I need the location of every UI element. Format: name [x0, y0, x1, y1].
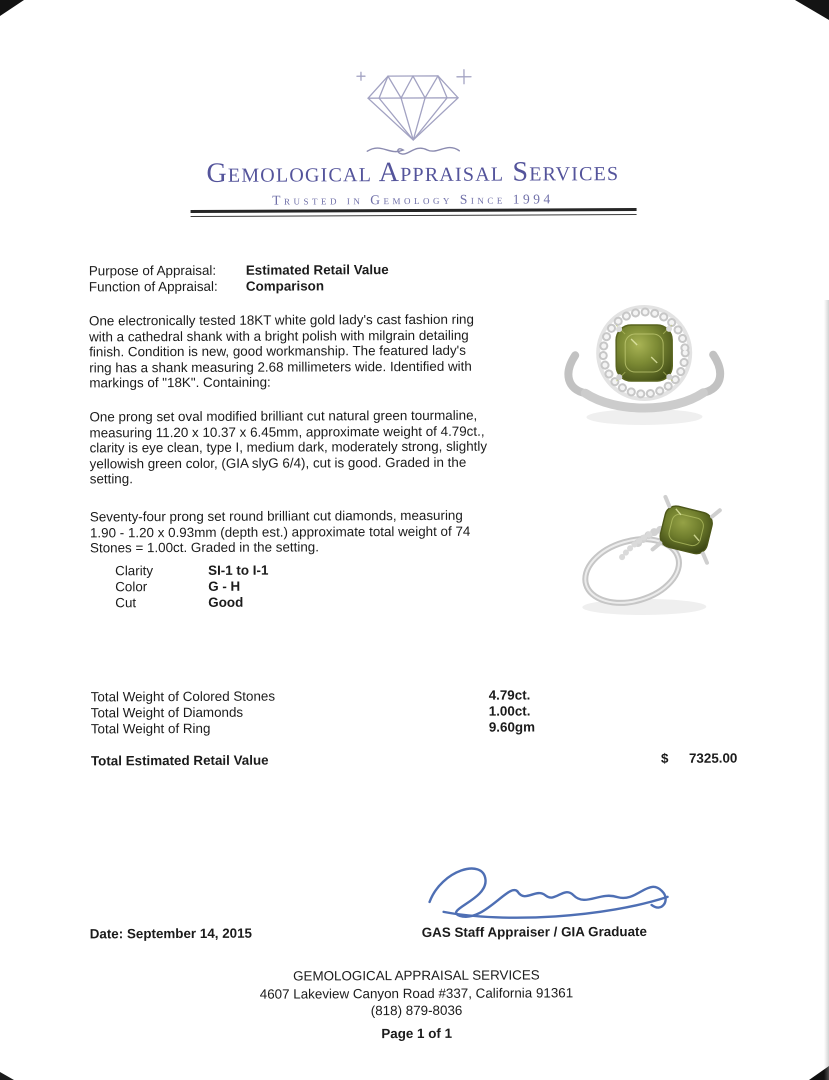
divider-thin [190, 214, 636, 217]
clarity-value: SI-1 to I-1 [208, 562, 269, 578]
ring-photo-side [560, 491, 739, 629]
scan-artifact-right-edge [824, 300, 829, 1080]
retail-value: 7325.00 [688, 750, 738, 766]
color-label: Color [115, 579, 148, 595]
footer-address: 4607 Lakeview Canyon Road #337, California 91361 [259, 985, 574, 1002]
retail-value-label: Total Estimated Retail Value [90, 752, 269, 769]
scan-artifact-top-right [795, 0, 829, 20]
appraiser-signature [409, 853, 681, 927]
footer-page-number: Page 1 of 1 [381, 1025, 453, 1042]
function-label: Function of Appraisal: [88, 278, 218, 295]
header-divider [190, 208, 636, 216]
scan-artifact-bottom-left [0, 1072, 14, 1080]
scan-artifact-top-left [0, 0, 24, 16]
total-colored-stones-value: 4.79ct. [488, 687, 531, 703]
ring-photo-top [555, 291, 734, 437]
diamond-logo-icon [322, 62, 502, 159]
diamond-logo [322, 62, 502, 164]
footer-phone: (818) 879-8036 [370, 1002, 463, 1019]
description-paragraph-ring: One electronically tested 18KT white gold lady's cast fashion ring with a cathedral shank with a bright polish with milgrain detailing finish. Condition is new, good workmanship. The featured lady's ring has a shank measuring 2.68 millimeters wide. Identified with markings of "18K". Containing: [89, 311, 474, 391]
total-colored-stones-label: Total Weight of Colored Stones [90, 688, 276, 705]
total-diamonds-label: Total Weight of Diamonds [90, 704, 244, 721]
divider-thick [190, 208, 636, 212]
cut-label: Cut [115, 595, 137, 611]
total-ring-weight-label: Total Weight of Ring [90, 720, 211, 737]
appraisal-date: Date: September 14, 2015 [89, 925, 253, 942]
company-title: Gemological Appraisal Services [206, 156, 620, 189]
appraiser-title: GAS Staff Appraiser / GIA Graduate [421, 923, 647, 940]
description-paragraph-diamonds: Seventy-four prong set round brilliant cut diamonds, measuring 1.90 - 1.20 x 0.93mm (depth est.) approximate total weight of 74 Stones = 1.00ct. Graded in the setting. [89, 507, 471, 556]
description-paragraph-tourmaline: One prong set oval modified brilliant cut natural green tourmaline, measuring 11.20 x 10.37 x 6.45mm, approximate weight of 4.79ct., clarity is eye clean, type I, medium dark, moderately strong, slightly yellowish green color, (GIA slyG 6/4), cut is good. Graded in the setting. [89, 407, 488, 487]
clarity-label: Clarity [115, 563, 154, 579]
company-tagline: Trusted in Gemology Since 1994 [272, 191, 554, 208]
function-value: Comparison [245, 278, 325, 294]
retail-currency: $ [660, 750, 669, 766]
total-ring-weight-value: 9.60gm [488, 719, 536, 735]
total-diamonds-value: 1.00ct. [488, 703, 531, 719]
color-value: G - H [208, 578, 241, 594]
cut-value: Good [208, 594, 244, 610]
purpose-value: Estimated Retail Value [245, 262, 389, 278]
footer-company: GEMOLOGICAL APPRAISAL SERVICES [293, 967, 540, 984]
purpose-label: Purpose of Appraisal: [88, 262, 217, 279]
